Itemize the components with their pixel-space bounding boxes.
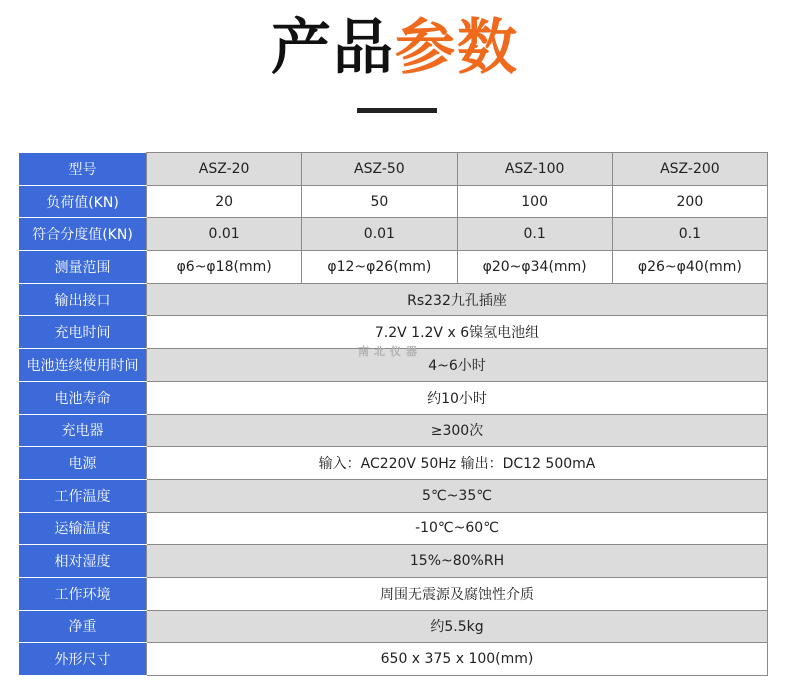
- table-row: [19, 414, 768, 447]
- model-cell: ASZ-200: [612, 153, 767, 186]
- row-label: 工作温度: [19, 479, 147, 512]
- value-cell: φ26~φ40(mm): [612, 251, 767, 284]
- model-cell: ASZ-20: [147, 153, 302, 186]
- value-cell: 输入：AC220V 50Hz 输出：DC12 500mA: [147, 447, 768, 480]
- value-cell: 200: [612, 185, 767, 218]
- model-cell: ASZ-50: [302, 153, 457, 186]
- value-cell: φ6~φ18(mm): [147, 251, 302, 284]
- row-label: 负荷值(KN): [19, 185, 147, 218]
- row-label: 测量范围: [19, 251, 147, 284]
- table-row: [19, 545, 768, 578]
- row-label: 净重: [19, 610, 147, 643]
- row-label: 工作环境: [19, 577, 147, 610]
- value-cell: 0.1: [457, 218, 612, 251]
- value-cell: 50: [302, 185, 457, 218]
- row-label: 充电时间: [19, 316, 147, 349]
- value-cell: ≥300次: [147, 414, 768, 447]
- title-part-product: 产品: [271, 13, 395, 83]
- table-header-row: [19, 153, 768, 186]
- row-label: 外形尺寸: [19, 643, 147, 676]
- value-cell: 650 x 375 x 100(mm): [147, 643, 768, 676]
- row-label: 符合分度值(KN): [19, 218, 147, 251]
- table-row: [19, 512, 768, 545]
- table-row: [19, 218, 768, 251]
- page-title: [0, 12, 790, 84]
- value-cell: 20: [147, 185, 302, 218]
- value-cell: φ12~φ26(mm): [302, 251, 457, 284]
- value-cell: 7.2V 1.2V x 6镍氢电池组: [147, 316, 768, 349]
- value-cell: φ20~φ34(mm): [457, 251, 612, 284]
- model-cell: ASZ-100: [457, 153, 612, 186]
- value-cell: 5℃~35℃: [147, 479, 768, 512]
- table-row: [19, 381, 768, 414]
- row-label: 相对湿度: [19, 545, 147, 578]
- row-label: 运输温度: [19, 512, 147, 545]
- value-cell: 约10小时: [147, 381, 768, 414]
- table-row: [19, 251, 768, 284]
- spec-table: [18, 152, 768, 676]
- title-underline: [357, 108, 437, 113]
- value-cell: 约5.5kg: [147, 610, 768, 643]
- value-cell: 0.01: [302, 218, 457, 251]
- value-cell: 4~6小时: [147, 349, 768, 382]
- value-cell: 100: [457, 185, 612, 218]
- table-row: [19, 283, 768, 316]
- row-label: 充电器: [19, 414, 147, 447]
- row-label: 电源: [19, 447, 147, 480]
- watermark-text: 南北仪器: [358, 345, 422, 358]
- table-row: [19, 610, 768, 643]
- table-row: [19, 447, 768, 480]
- value-cell: 0.1: [612, 218, 767, 251]
- value-cell: 周围无震源及腐蚀性介质: [147, 577, 768, 610]
- value-cell: -10℃~60℃: [147, 512, 768, 545]
- title-part-parameters: 参数: [395, 13, 519, 83]
- row-label: 电池连续使用时间: [19, 349, 147, 382]
- row-label: 输出接口: [19, 283, 147, 316]
- value-cell: 15%~80%RH: [147, 545, 768, 578]
- value-cell: Rs232九孔插座: [147, 283, 768, 316]
- table-row: [19, 479, 768, 512]
- table-row: [19, 185, 768, 218]
- row-label: 型号: [19, 153, 147, 186]
- row-label: 电池寿命: [19, 381, 147, 414]
- value-cell: 0.01: [147, 218, 302, 251]
- table-row: [19, 643, 768, 676]
- table-row: [19, 577, 768, 610]
